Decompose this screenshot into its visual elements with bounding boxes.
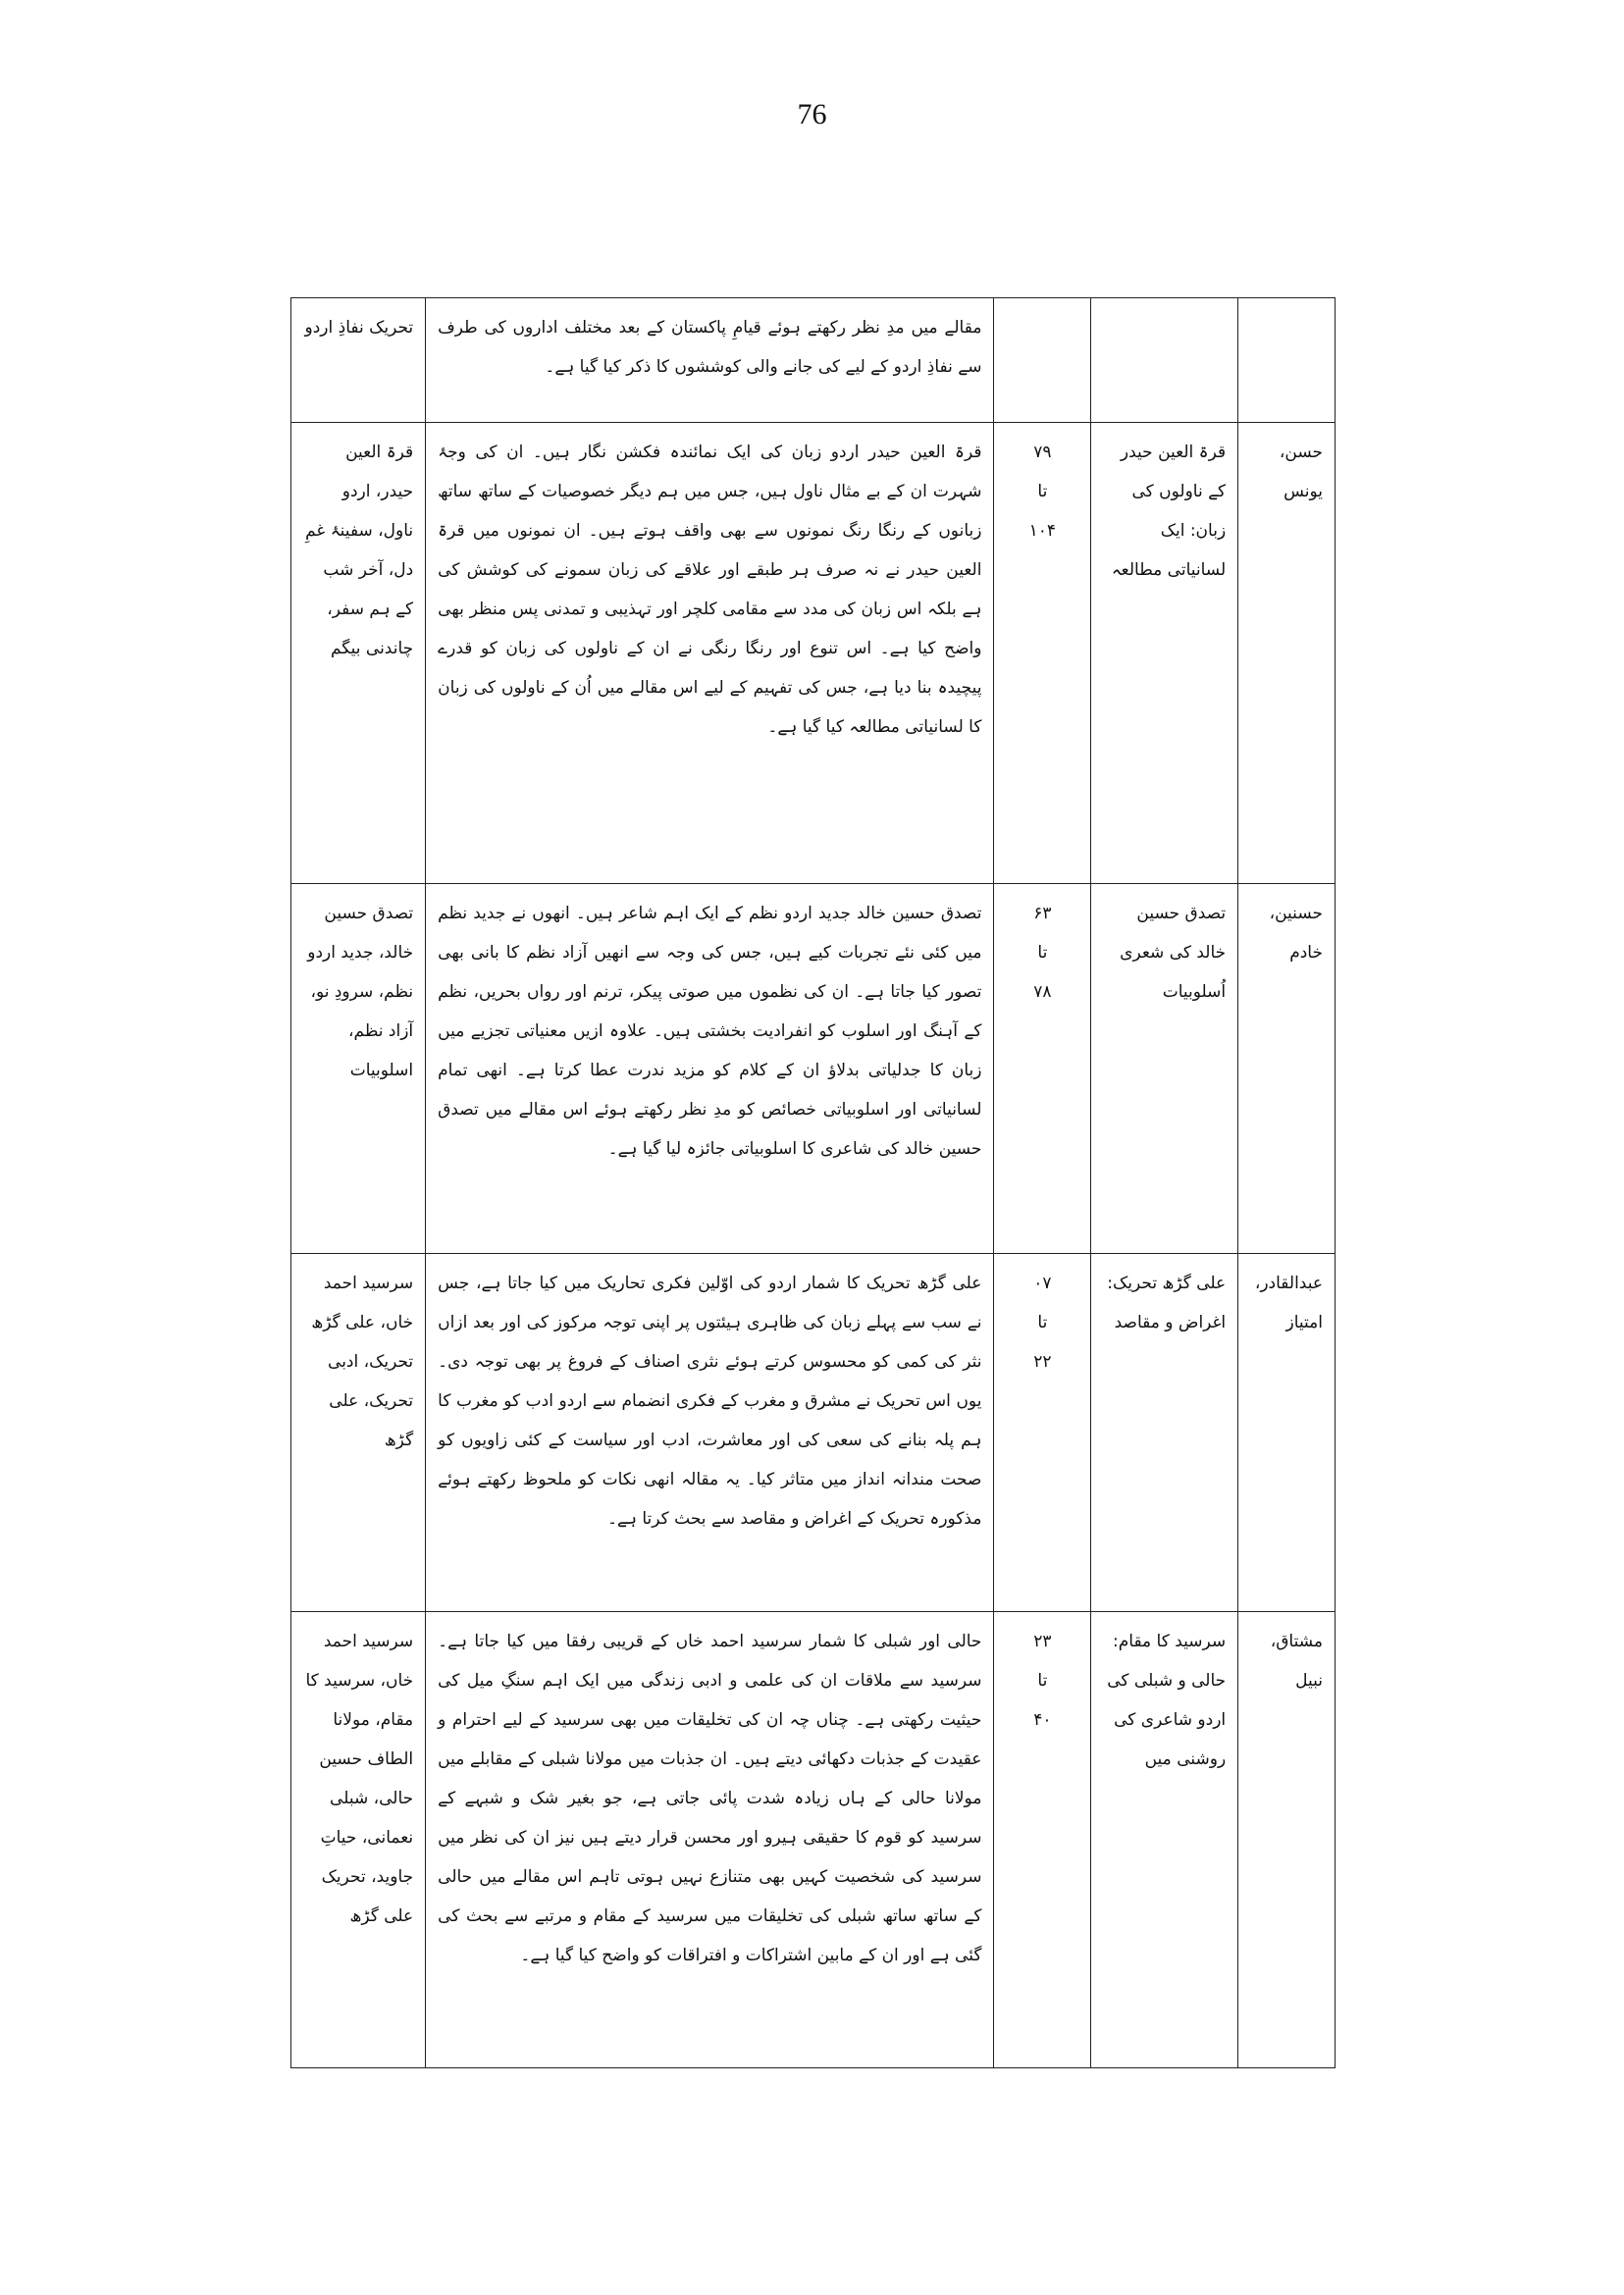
page-number: 76: [797, 98, 827, 130]
page-start: ۰۷: [1033, 1274, 1052, 1293]
page-to: تا: [1037, 1671, 1048, 1691]
page-end: ۲۲: [1033, 1352, 1052, 1372]
pages-cell: [994, 884, 1091, 1254]
pages-cell: [994, 1254, 1091, 1612]
page-to: تا: [1037, 482, 1048, 501]
table-row: [291, 1612, 1336, 2068]
table-row: [291, 298, 1336, 423]
title-cell: [1091, 298, 1238, 423]
keywords-cell: تحریک نفاذِ اردو: [291, 298, 426, 423]
author-cell: حسنین، خادم: [1238, 884, 1336, 1254]
title-cell: سرسید کا مقام: حالی و شبلی کی اردو شاعری کی روشنی میں: [1091, 1612, 1238, 2068]
pages-cell: [994, 298, 1091, 423]
table-row: [291, 884, 1336, 1254]
author-cell: مشتاق، نبیل: [1238, 1612, 1336, 2068]
page-start: ۷۹: [1033, 443, 1052, 462]
table-row: [291, 1254, 1336, 1612]
page-start: ۲۳: [1033, 1632, 1052, 1651]
keywords-cell: قرۃ العین حیدر، اردو ناول، سفینۂ غمِ دل، آخر شب کے ہم سفر، چاندنی بیگم: [291, 423, 426, 884]
author-cell: حسن، یونس: [1238, 423, 1336, 884]
page-end: ۷۸: [1033, 982, 1052, 1002]
abstract-cell: قرۃ العین حیدر اردو زبان کی ایک نمائندہ فکشن نگار ہیں۔ ان کی وجۂ شہرت ان کے بے مثال ناول ہیں، جس میں ہم دیگر خصوصیات کے ساتھ ساتھ زبانوں کے رنگا رنگ نمونوں سے بھی واقف ہوتے ہیں۔ ان نمونوں میں قرۃ العین حیدر نے نہ صرف ہر طبقے اور علاقے کی زبان سمونے کی کوشش کی ہے بلکہ اس زبان کی مدد سے مقامی کلچر اور تہذیبی و تمدنی پس منظر بھی واضح کیا ہے۔ اس تنوع اور رنگا رنگی نے ان کے ناولوں کی زبان کو قدرے پیچیدہ بنا دیا ہے، جس کی تفہیم کے لیے اس مقالے میں اُن کے ناولوں کی زبان کا لسانیاتی مطالعہ کیا گیا ہے۔: [426, 423, 994, 884]
abstract-cell: مقالے میں مدِ نظر رکھتے ہوئے قیامِ پاکستان کے بعد مختلف اداروں کی طرف سے نفاذِ اردو کے لیے کی جانے والی کوششوں کا ذکر کیا گیا ہے۔: [426, 298, 994, 423]
keywords-cell: سرسید احمد خاں، علی گڑھ تحریک، ادبی تحریک، علی گڑھ: [291, 1254, 426, 1612]
title-cell: علی گڑھ تحریک: اغراض و مقاصد: [1091, 1254, 1238, 1612]
author-cell: [1238, 298, 1336, 423]
author-cell: عبدالقادر، امتیاز: [1238, 1254, 1336, 1612]
keywords-cell: تصدق حسین خالد، جدید اردو نظم، سرودِ نو، آزاد نظم، اسلوبیات: [291, 884, 426, 1254]
abstract-cell: تصدق حسین خالد جدید اردو نظم کے ایک اہم شاعر ہیں۔ انھوں نے جدید نظم میں کئی نئے تجربات کیے ہیں، جس کی وجہ سے انھیں آزاد نظم کا بانی بھی تصور کیا جاتا ہے۔ ان کی نظموں میں صوتی پیکر، ترنم اور رواں بحریں، نظم کے آہنگ اور اسلوب کو انفرادیت بخشتی ہیں۔ علاوہ ازیں معنیاتی تجزیے میں زبان کا جدلیاتی بدلاؤ ان کے کلام کو مزید ندرت عطا کرتا ہے۔ انھی تمام لسانیاتی اور اسلوبیاتی خصائص کو مدِ نظر رکھتے ہوئے اس مقالے میں تصدق حسین خالد کی شاعری کا اسلوبیاتی جائزہ لیا گیا ہے۔: [426, 884, 994, 1254]
title-cell: قرۃ العین حیدر کے ناولوں کی زبان: ایک لسانیاتی مطالعہ: [1091, 423, 1238, 884]
page-end: ۴۰: [1033, 1710, 1052, 1730]
title-cell: تصدق حسین خالد کی شعری اُسلوبیات: [1091, 884, 1238, 1254]
abstract-cell: حالی اور شبلی کا شمار سرسید احمد خاں کے قریبی رفقا میں کیا جاتا ہے۔ سرسید سے ملاقات ان کی علمی و ادبی زندگی میں ایک اہم سنگِ میل کی حیثیت رکھتی ہے۔ چناں چہ ان کی تخلیقات میں بھی سرسید کے لیے احترام و عقیدت کے جذبات دکھائی دیتے ہیں۔ ان جذبات میں مولانا شبلی کے مقابلے میں مولانا حالی کے ہاں زیادہ شدت پائی جاتی ہے، جو بغیر شک و شبہے کے سرسید کو قوم کا حقیقی ہیرو اور محسن قرار دیتے ہیں نیز ان کی نظر میں سرسید کی شخصیت کہیں بھی متنازع نہیں ہوتی تاہم اس مقالے میں حالی کے ساتھ ساتھ شبلی کی تخلیقات میں سرسید کے مقام و مرتبے سے بحث کی گئی ہے اور ان کے مابین اشتراکات و افتراقات کو واضح کیا گیا ہے۔: [426, 1612, 994, 2068]
pages-cell: [994, 1612, 1091, 2068]
page-end: ۱۰۴: [1028, 521, 1057, 541]
keywords-cell: سرسید احمد خاں، سرسید کا مقام، مولانا الطاف حسین حالی، شبلی نعمانی، حیاتِ جاوید، تحریک علی گڑھ: [291, 1612, 426, 2068]
page-to: تا: [1037, 1313, 1048, 1332]
table-row: [291, 423, 1336, 884]
page-start: ۶۳: [1033, 904, 1052, 923]
page-to: تا: [1037, 943, 1048, 963]
articles-table: [290, 297, 1336, 2068]
abstract-cell: علی گڑھ تحریک کا شمار اردو کی اوّلین فکری تحاریک میں کیا جاتا ہے، جس نے سب سے پہلے زبان کی ظاہری ہیئتوں پر اپنی توجہ مرکوز کی اور بعد ازاں نثر کی کمی کو محسوس کرتے ہوئے نثری اصناف کے فروغ پر بھی توجہ دی۔ یوں اس تحریک نے مشرق و مغرب کے فکری انضمام سے اردو ادب کو مغرب کا ہم پلہ بنانے کی سعی کی اور معاشرت، ادب اور سیاست کے کئی زاویوں کو صحت مندانہ انداز میں متاثر کیا۔ یہ مقالہ انھی نکات کو ملحوظ رکھتے ہوئے مذکورہ تحریک کے اغراض و مقاصد سے بحث کرتا ہے۔: [426, 1254, 994, 1612]
pages-cell: [994, 423, 1091, 884]
